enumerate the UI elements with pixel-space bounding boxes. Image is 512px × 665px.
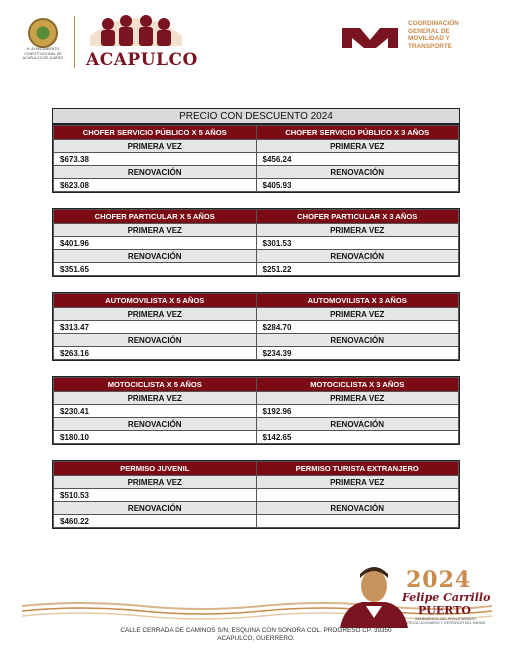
price-block-permisos — [52, 460, 460, 529]
agency-line: COORDINACIÓN — [408, 20, 459, 27]
first-time-label: PRIMERA VEZ — [256, 224, 459, 237]
renewal-price: $234.39 — [256, 347, 459, 360]
renewal-price: $623.08 — [54, 179, 257, 192]
seal-caption: H. AYUNTAMIENTO CONSTITUCIONAL DE ACAPULCO DE JUÁREZ — [22, 47, 64, 61]
first-time-label: PRIMERA VEZ — [256, 140, 459, 153]
agency-line: GENERAL DE — [408, 27, 450, 35]
first-time-label: PRIMERA VEZ — [54, 224, 257, 237]
transport-agency-name — [408, 20, 488, 50]
first-time-price — [256, 489, 459, 502]
agency-line: MOVILIDAD Y — [408, 35, 450, 43]
license-header: PERMISO JUVENIL — [54, 462, 257, 476]
license-header: AUTOMOVILISTA X 3 AÑOS — [256, 294, 459, 308]
first-time-price: $313.47 — [54, 321, 257, 334]
first-time-label: PRIMERA VEZ — [54, 392, 257, 405]
first-time-label: PRIMERA VEZ — [256, 308, 459, 321]
address-line: ACAPULCO, GUERRERO. — [217, 635, 295, 642]
first-time-price: $401.96 — [54, 237, 257, 250]
price-table-title: PRECIO CON DESCUENTO 2024 — [52, 108, 460, 124]
renewal-price: $263.16 — [54, 347, 257, 360]
portrait-icon — [336, 562, 412, 630]
price-block-automovilista — [52, 292, 460, 361]
renewal-price: $251.22 — [256, 263, 459, 276]
license-header: CHOFER SERVICIO PÚBLICO X 3 AÑOS — [256, 126, 459, 140]
first-time-label: PRIMERA VEZ — [256, 392, 459, 405]
transport-logo-icon — [340, 24, 400, 50]
renewal-label: RENOVACIÓN — [54, 250, 257, 263]
license-header: PERMISO TURISTA EXTRANJERO — [256, 462, 459, 476]
renewal-label: RENOVACIÓN — [256, 250, 459, 263]
first-time-price: $510.53 — [54, 489, 257, 502]
price-block-chofer-particular — [52, 208, 460, 277]
agency-line: TRANSPORTE — [408, 42, 453, 50]
honoree-name-line2: PUERTO — [418, 604, 471, 617]
city-wordmark: ACAPULCO — [86, 50, 198, 70]
header-divider — [74, 16, 75, 68]
first-time-price: $456.24 — [256, 153, 459, 166]
price-block-chofer-publico — [52, 124, 460, 193]
address-line: CALLE CERRADA DE CAMINOS S/N, ESQUINA CON SONORA COL. PROGRESO CP. 39350 — [120, 627, 392, 634]
license-header: CHOFER PARTICULAR X 5 AÑOS — [54, 210, 257, 224]
renewal-label: RENOVACIÓN — [256, 502, 459, 515]
renewal-label: RENOVACIÓN — [256, 334, 459, 347]
renewal-price: $405.93 — [256, 179, 459, 192]
first-time-label: PRIMERA VEZ — [256, 476, 459, 489]
renewal-price: $351.65 — [54, 263, 257, 276]
license-header: CHOFER PARTICULAR X 3 AÑOS — [256, 210, 459, 224]
license-header: MOTOCICLISTA X 3 AÑOS — [256, 378, 459, 392]
heroes-logo-icon — [88, 6, 184, 50]
license-header: MOTOCICLISTA X 5 AÑOS — [54, 378, 257, 392]
renewal-label: RENOVACIÓN — [256, 166, 459, 179]
anniversary-year: 2024 — [406, 567, 472, 593]
renewal-label: RENOVACIÓN — [54, 334, 257, 347]
renewal-price: $180.10 — [54, 431, 257, 444]
first-time-price: $301.53 — [256, 237, 459, 250]
renewal-label: RENOVACIÓN — [256, 418, 459, 431]
renewal-price: $142.65 — [256, 431, 459, 444]
renewal-label: RENOVACIÓN — [54, 166, 257, 179]
first-time-price: $192.96 — [256, 405, 459, 418]
municipal-seal-icon — [28, 18, 58, 48]
first-time-price: $673.38 — [54, 153, 257, 166]
page-header — [0, 0, 512, 90]
honoree-name-line1: Felipe Carrillo — [402, 591, 491, 604]
renewal-label: RENOVACIÓN — [54, 502, 257, 515]
renewal-price: $460.22 — [54, 515, 257, 528]
honoree-subtitle: BENEMÉRITO DEL PROLETARIADO, REVOLUCIONARIO Y DEFENSOR DEL MAYAB — [407, 617, 485, 626]
renewal-price — [256, 515, 459, 528]
license-header: CHOFER SERVICIO PÚBLICO X 5 AÑOS — [54, 126, 257, 140]
first-time-price: $230.41 — [54, 405, 257, 418]
renewal-label: RENOVACIÓN — [54, 418, 257, 431]
footer-address — [60, 627, 452, 643]
first-time-label: PRIMERA VEZ — [54, 140, 257, 153]
price-block-motociclista — [52, 376, 460, 445]
license-header: AUTOMOVILISTA X 5 AÑOS — [54, 294, 257, 308]
first-time-label: PRIMERA VEZ — [54, 308, 257, 321]
first-time-price: $284.70 — [256, 321, 459, 334]
first-time-label: PRIMERA VEZ — [54, 476, 257, 489]
